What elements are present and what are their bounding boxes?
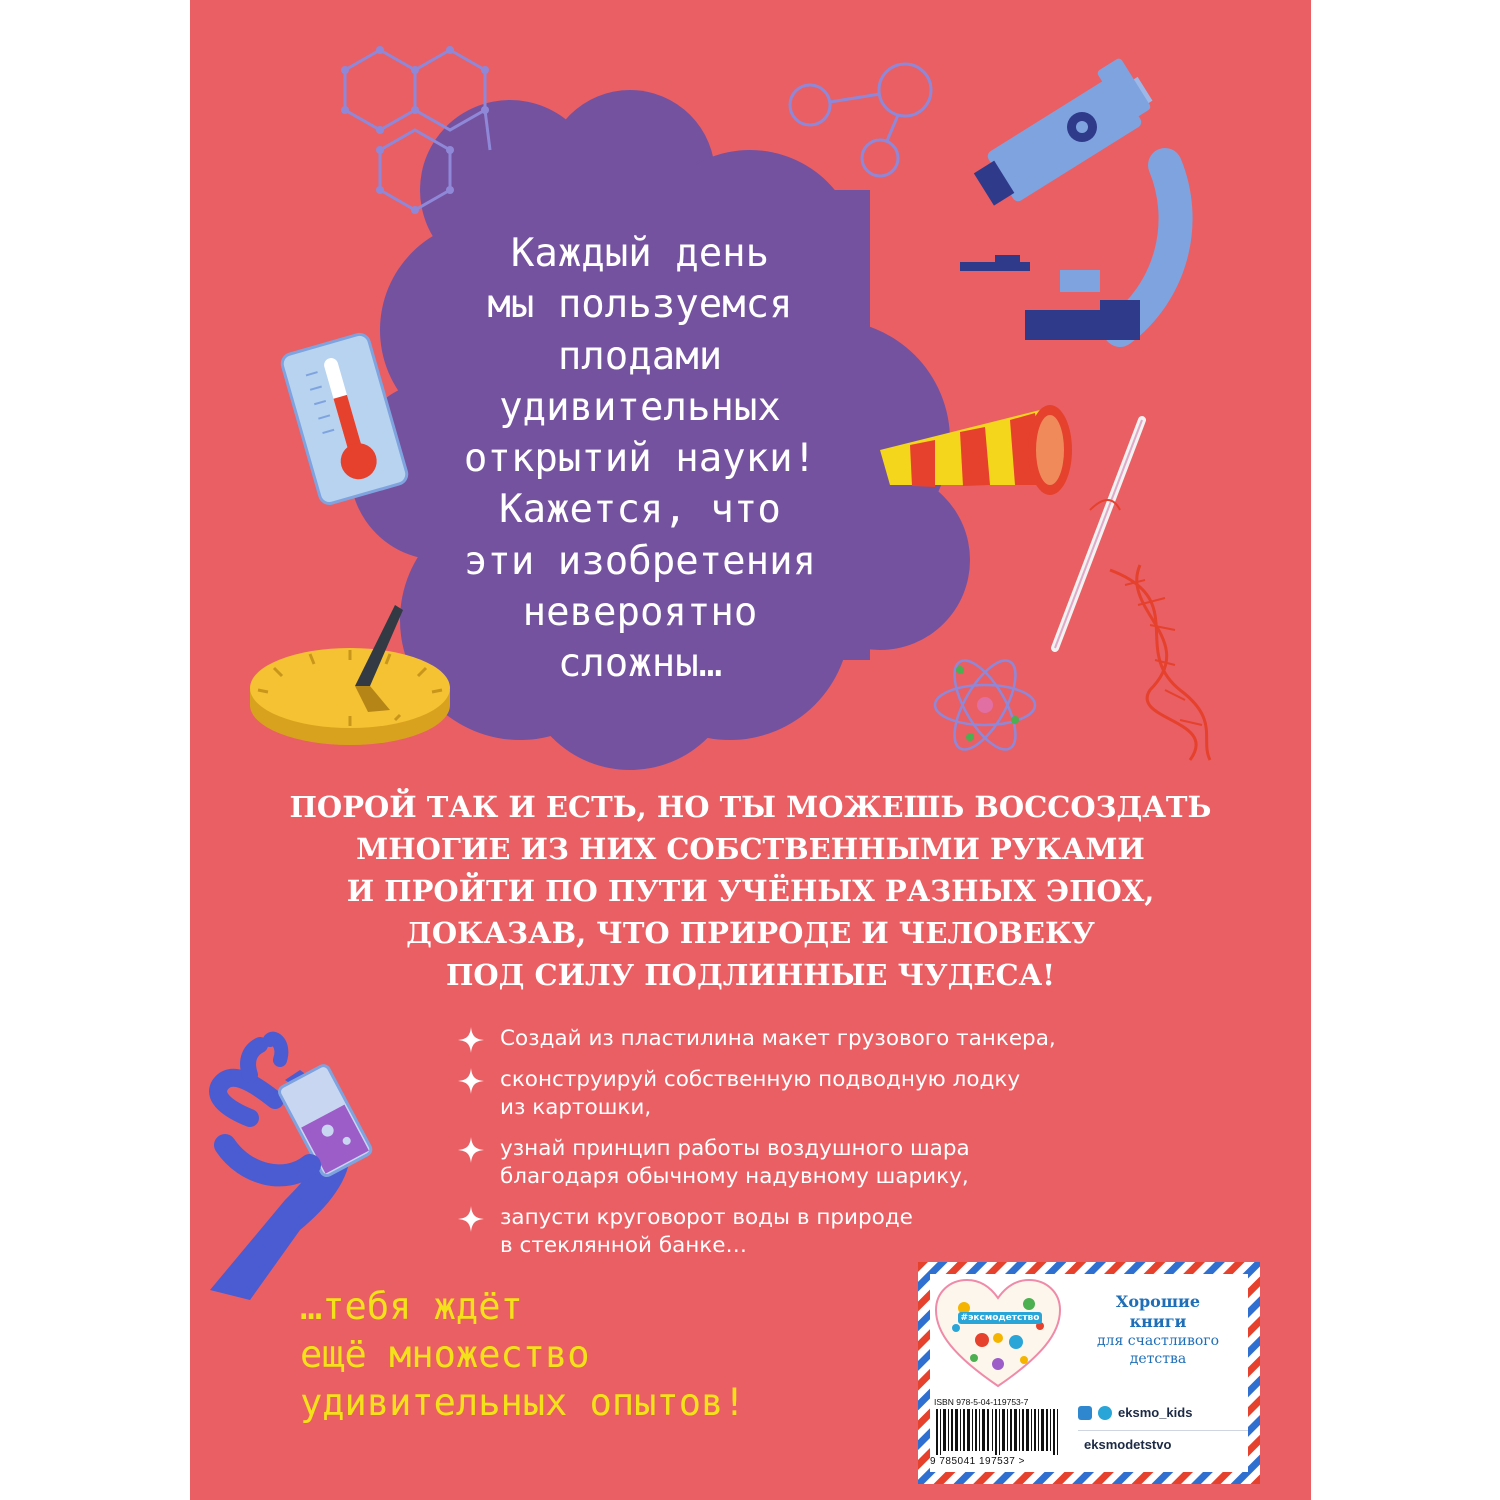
barcode-digits: 9 785041 197537 > <box>930 1456 1025 1467</box>
headline-line: ПОД СИЛУ ПОДЛИННЫЕ ЧУДЕСА! <box>446 958 1055 992</box>
list-item-text: из картошки, <box>500 1095 652 1120</box>
cloud-text <box>430 228 850 690</box>
cloud-text-line: эти изобретения <box>463 538 817 584</box>
tagline-regular: детства <box>1129 1351 1187 1367</box>
isbn-number: ISBN 978-5-04-119753-7 <box>934 1397 1029 1407</box>
atom-icon <box>935 652 1035 759</box>
microscope-icon <box>960 57 1176 340</box>
list-item <box>458 1066 1038 1122</box>
cloud-text-line: невероятно <box>522 590 758 636</box>
sparkle-star-icon <box>458 1137 484 1163</box>
headline-line: МНОГИЕ ИЗ НИХ СОБСТВЕННЫМИ РУКАМИ <box>356 832 1145 866</box>
list-item <box>458 1204 1038 1260</box>
tagline-bold: Хорошие <box>1115 1292 1201 1311</box>
social-handle[interactable]: eksmo_kids <box>1118 1405 1193 1420</box>
list-item-text: благодаря обычному надувному шарику, <box>500 1164 969 1189</box>
cloud-text-line: плодами <box>557 333 723 379</box>
publisher-sticker <box>918 1262 1260 1484</box>
sticker-content <box>930 1274 1248 1472</box>
sparkle-star-icon <box>458 1027 484 1053</box>
headline-line: ДОКАЗАВ, ЧТО ПРИРОДЕ И ЧЕЛОВЕКУ <box>406 916 1095 950</box>
tagline <box>1070 1292 1246 1368</box>
sparkle-star-icon <box>458 1068 484 1094</box>
cloud-text-line: удивительных <box>499 384 781 430</box>
heart-logo-icon <box>934 1278 1062 1390</box>
tagline-bold: книги <box>1129 1312 1187 1331</box>
social-links <box>1078 1405 1248 1452</box>
closing-text <box>300 1283 746 1427</box>
site-handle[interactable]: eksmodetstvo <box>1078 1430 1248 1452</box>
list-item <box>458 1025 1056 1053</box>
closing-line: удивительных опытов! <box>300 1381 746 1424</box>
closing-line: …тебя ждёт <box>300 1285 523 1328</box>
hashtag-label: #эксмодетство <box>958 1312 1042 1324</box>
headline <box>220 786 1281 996</box>
cloud-text-line: мы пользуемся <box>487 282 793 328</box>
headline-line: ПОРОЙ ТАК И ЕСТЬ, НО ТЫ МОЖЕШЬ ВОССОЗДАТЬ <box>289 790 1212 824</box>
molecule-chain-icon <box>790 64 931 176</box>
vk-icon[interactable] <box>1078 1406 1092 1420</box>
headline-line: И ПРОЙТИ ПО ПУТИ УЧЁНЫХ РАЗНЫХ ЭПОХ, <box>346 874 1155 908</box>
book-back-cover <box>190 0 1311 1500</box>
telegram-icon[interactable] <box>1098 1406 1112 1420</box>
list-item-text: узнай принцип работы воздушного шара <box>500 1136 970 1161</box>
closing-line: ещё множество <box>300 1333 590 1376</box>
cloud-text-line: открытий науки! <box>463 436 817 482</box>
cloud-text-line: сложны… <box>557 641 723 687</box>
dna-helix-icon <box>1110 565 1210 760</box>
cloud-text-line: Каждый день <box>510 231 770 276</box>
list-item-text: в стеклянной банке… <box>500 1233 748 1258</box>
list-item-text: запусти круговорот воды в природе <box>500 1205 913 1230</box>
cloud-text-line: Кажется, что <box>499 487 781 533</box>
list-item-text: Создай из пластилина макет грузового танкера, <box>500 1026 1056 1051</box>
hand-with-beaker-icon <box>210 1039 373 1300</box>
social-row <box>1078 1405 1248 1420</box>
barcode-icon <box>934 1409 1066 1455</box>
tagline-regular: для счастливого <box>1096 1333 1220 1349</box>
experiment-list <box>458 1025 1056 1273</box>
sparkle-star-icon <box>458 1206 484 1232</box>
list-item-text: сконструируй собственную подводную лодку <box>500 1067 1021 1092</box>
list-item <box>458 1135 1038 1191</box>
